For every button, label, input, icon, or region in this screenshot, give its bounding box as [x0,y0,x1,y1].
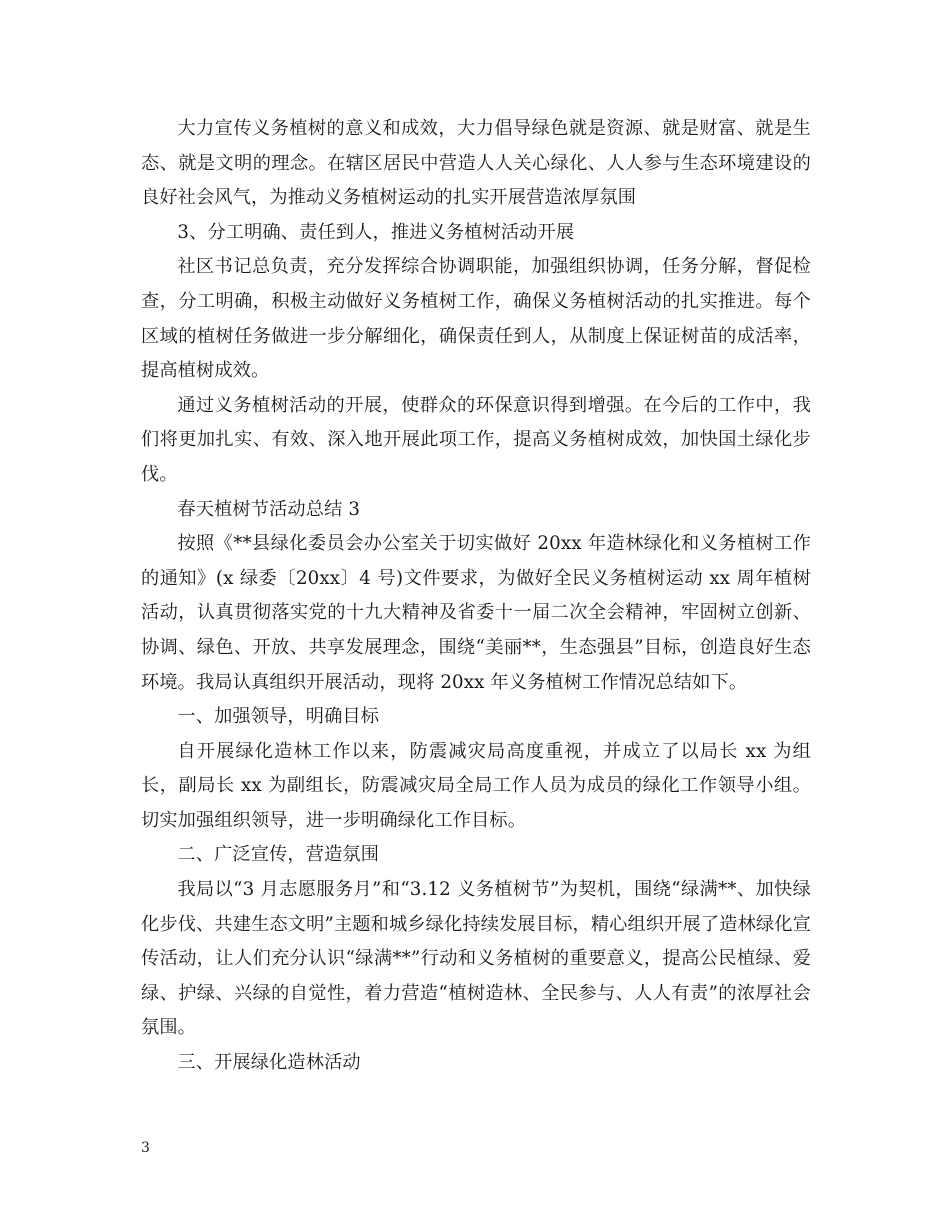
paragraph: 通过义务植树活动的开展，使群众的环保意识得到增强。在今后的工作中，我们将更加扎实、有效、深入地开展此项工作，提高义务植树成效，加快国土绿化步伐。 [141,394,811,485]
paragraph: 按照《**县绿化委员会办公室关于切实做好 20xx 年造林绿化和义务植树工作的通知》(x 绿委〔20xx〕4 号)文件要求，为做好全民义务植树运动 xx 周年植树活动，认真贯彻落实党的十九大精神及省委十一届二次全会精神，牢固树立创新、协调、绿色、开放、共享发展理念，围绕“美丽**，生态强县”目标，创造良好生态环境。我局认真组织开展活动，现将 20xx 年义务植树工作情况总结如下。 [141,533,811,693]
paragraph: 我局以“3 月志愿服务月”和“3.12 义务植树节”为契机，围绕“绿满**、加快绿化步伐、共建生态文明”主题和城乡绿化持续发展目标，精心组织开展了造林绿化宣传活动，让人们充分认识“绿满**”行动和义务植树的重要意义，提高公民植绿、爱绿、护绿、兴绿的自觉性，着力营造“植树造林、全民参与、人人有责”的浓厚社会氛围。 [141,879,811,1039]
paragraph: 自开展绿化造林工作以来，防震减灾局高度重视，并成立了以局长 xx 为组长，副局长 xx 为副组长，防震减灾局全局工作人员为成员的绿化工作领导小组。切实加强组织领导，进一步明确绿化工作目标。 [141,740,811,831]
paragraph: 大力宣传义务植树的意义和成效，大力倡导绿色就是资源、就是财富、就是生态、就是文明的理念。在辖区居民中营造人人关心绿化、人人参与生态环境建设的良好社会风气，为推动义务植树运动的扎实开展营造浓厚氛围 [141,118,811,209]
section-heading: 二、广泛宣传，营造氛围 [177,844,380,866]
section-heading: 三、开展绿化造林活动 [177,1052,361,1074]
paragraph: 社区书记总负责，充分发挥综合协调职能，加强组织协调，任务分解，督促检查，分工明确，积极主动做好义务植树工作，确保义务植树活动的扎实推进。每个区域的植树任务做进一步分解细化，确保责任到人，从制度上保证树苗的成活率，提高植树成效。 [141,256,811,382]
document-body [141,112,811,1081]
page-number: 3 [141,1140,150,1156]
section-heading: 春天植树节活动总结 3 [177,498,361,520]
section-heading: 3、分工明确、责任到人，推进义务植树活动开展 [177,221,575,243]
section-heading: 一、加强领导，明确目标 [177,706,380,728]
